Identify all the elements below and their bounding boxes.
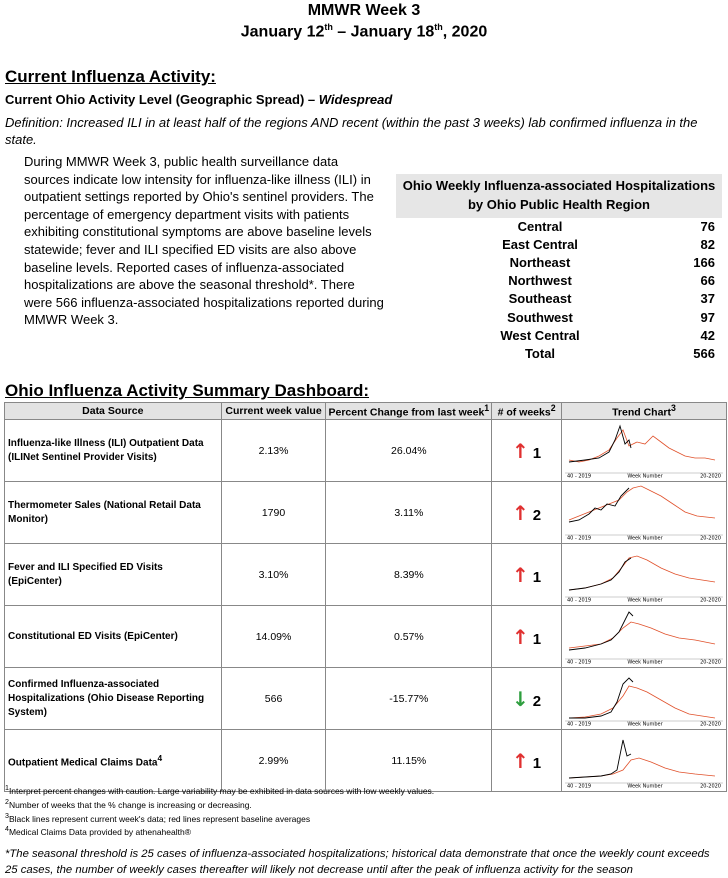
row-data-source [5, 606, 222, 668]
dashboard-footnotes [5, 783, 605, 838]
date-dash: – [332, 23, 351, 41]
row-data-source-label: Outpatient Medical Claims Data [8, 757, 158, 769]
row-weeks [492, 544, 562, 606]
dashboard-row [5, 606, 727, 668]
col-weeks-label: # of weeks [497, 406, 551, 419]
arrow-up-icon: ↑ [512, 500, 529, 525]
trend-label-start: 40 - 2019 [566, 659, 592, 664]
trend-current-line [569, 678, 633, 718]
col-percent-change [326, 403, 492, 420]
footnote [5, 783, 605, 797]
row-data-source-label: Influenza-like Illness (ILI) Outpatient Data (ILINet Sentinel Provider Visits) [8, 437, 204, 463]
trend-chart [565, 668, 723, 726]
trend-chart [565, 606, 723, 664]
trend-chart [565, 730, 723, 788]
row-trend-chart [561, 420, 726, 482]
row-current-value: 1790 [221, 482, 326, 544]
hospitalizations-title [396, 174, 722, 218]
footnote [5, 797, 605, 811]
report-title: MMWR Week 3 [307, 2, 421, 19]
dashboard-row [5, 668, 727, 730]
hospitalization-count: 76 [700, 219, 715, 234]
hospitalization-count: 566 [693, 345, 715, 361]
row-current-value: 2.99% [221, 730, 326, 792]
hospitalization-count: 97 [700, 309, 715, 325]
trend-chart [565, 482, 723, 540]
hospitalization-region: Northwest [508, 273, 572, 289]
row-percent-change: 26.04% [326, 420, 492, 482]
row-trend-chart [561, 606, 726, 668]
arrow-up-icon: ↑ [512, 562, 529, 587]
arrow-up-icon: ↑ [512, 438, 529, 463]
footnote-marker: 2 [5, 797, 9, 806]
col-trend-sup: 3 [671, 403, 676, 414]
trend-label-start: 40 - 2019 [566, 597, 592, 602]
footnote-marker: 1 [5, 784, 9, 792]
row-data-source [5, 420, 222, 482]
trend-current-line [569, 612, 633, 650]
col-trend-label: Trend Chart [612, 406, 672, 419]
dashboard-heading: Ohio Influenza Activity Summary Dashboard: [5, 381, 369, 400]
trend-label-end: 20-2020 [700, 597, 721, 602]
activity-definition: Definition: Increased ILI in at least half of the regions AND recent (within the past 3 weeks) lab confirmed influenza in the state. [5, 115, 698, 147]
hospitalization-count: 66 [700, 273, 715, 289]
surveillance-summary: During MMWR Week 3, public health surveillance data sources indicate low intensity for influenza-like illness (ILI) in outpatient settings reported by Ohio's sentinel providers. The percentage of emergency department visits with patients exhibiting constitutional symptoms are above baseline levels statewide; fever and ILI specified ED visits are also above baseline levels. Reported cases of influenza-associated hospitalizations are above the seasonal threshold*. There were 566 influenza-associated hospitalizations reported during MMWR Week 3. [24, 154, 384, 328]
trend-label-week-number: Week Number [627, 535, 663, 540]
row-weeks [492, 606, 562, 668]
trend-label-start: 40 - 2019 [566, 783, 592, 788]
trend-baseline-line [569, 758, 715, 778]
trend-label-end: 20-2020 [700, 659, 721, 664]
row-data-source-sup: 4 [157, 752, 163, 763]
trend-label-end: 20-2020 [700, 535, 721, 540]
trend-label-week-number: Week Number [627, 659, 663, 664]
trend-label-end: 20-2020 [700, 783, 721, 788]
activity-level [5, 92, 392, 107]
row-trend-chart [561, 482, 726, 544]
footnote-marker: 4 [5, 825, 9, 834]
hospitalization-region: Northeast [509, 255, 571, 271]
date-start: January 12 [240, 23, 325, 41]
row-weeks-count: 2 [532, 692, 542, 710]
row-weeks-count: 2 [532, 506, 542, 524]
hospitalization-region: Total [524, 345, 556, 361]
row-data-source-label: Thermometer Sales (National Retail Data Monitor) [8, 499, 201, 525]
dashboard-row [5, 544, 727, 606]
seasonal-threshold-note: *The seasonal threshold is 25 cases of influenza-associated hospitalizations; historical data demonstrate that once the weekly count exceeds 25 cases, the number of weekly cases thereafter will likely not decrease until after the peak of influenza activity for the season [5, 848, 710, 876]
dashboard-row [5, 482, 727, 544]
row-data-source [5, 668, 222, 730]
hospitalizations-title-line1: Ohio Weekly Influenza-associated Hospitalizations [402, 178, 716, 193]
footnote-text: Black lines represent current week's data; red lines represent baseline averages [8, 813, 311, 824]
arrow-up-icon: ↑ [512, 748, 529, 773]
hospitalization-region: Southeast [508, 291, 572, 307]
hospitalization-region: Southwest [507, 309, 573, 325]
trend-current-line [569, 740, 631, 778]
col-data-source: Data Source [5, 403, 222, 420]
activity-level-value: Widespread [318, 92, 393, 107]
row-data-source-label: Fever and ILI Specified ED Visits (EpiCenter) [8, 561, 163, 587]
row-weeks [492, 420, 562, 482]
trend-label-end: 20-2020 [700, 721, 721, 726]
trend-baseline-line [569, 622, 715, 648]
hospitalization-count: 82 [700, 237, 715, 253]
row-weeks-count: 1 [532, 754, 542, 772]
footnote-text: Medical Claims Data provided by athenahealth® [8, 827, 191, 838]
col-percent-change-sup: 1 [484, 403, 490, 414]
footnote-marker: 3 [5, 811, 9, 820]
row-data-source [5, 544, 222, 606]
col-current-week: Current week value [221, 403, 326, 420]
row-weeks-count: 1 [532, 630, 542, 648]
trend-baseline-line [569, 556, 715, 590]
dashboard-table [4, 402, 727, 792]
footnote-text: Number of weeks that the % change is increasing or decreasing. [8, 799, 252, 810]
row-current-value: 2.13% [221, 420, 326, 482]
dashboard-row [5, 420, 727, 482]
row-percent-change: 3.11% [326, 482, 492, 544]
hospitalization-region: West Central [500, 327, 580, 343]
date-end: January 18 [350, 23, 435, 41]
trend-baseline-line [569, 686, 715, 718]
row-weeks-count: 1 [532, 444, 542, 462]
row-weeks [492, 668, 562, 730]
row-percent-change: 8.39% [326, 544, 492, 606]
col-trend-chart [561, 403, 726, 420]
dashboard-header-row [5, 403, 727, 420]
trend-current-line [569, 426, 631, 462]
report-date-range [0, 22, 728, 41]
trend-current-line [569, 488, 629, 522]
row-current-value: 3.10% [221, 544, 326, 606]
trend-label-end: 20-2020 [700, 473, 721, 478]
row-percent-change: 11.15% [326, 730, 492, 792]
hospitalization-count: 42 [700, 327, 715, 343]
trend-label-week-number: Week Number [627, 783, 663, 788]
footnote-text: Interpret percent changes with caution. Large variability may be exhibited in data sources with low weekly values. [8, 785, 435, 796]
row-data-source-label: Constitutional ED Visits (EpiCenter) [8, 630, 178, 642]
trend-label-week-number: Week Number [627, 473, 663, 478]
trend-label-start: 40 - 2019 [566, 721, 592, 726]
arrow-up-icon: ↑ [512, 624, 529, 649]
row-percent-change: 0.57% [326, 606, 492, 668]
footnote [5, 811, 605, 825]
col-weeks-sup: 2 [550, 403, 556, 414]
row-current-value: 566 [221, 668, 326, 730]
col-percent-change-label: Percent Change from last week [328, 406, 485, 419]
arrow-down-icon: ↓ [512, 686, 529, 711]
hospitalization-count: 37 [700, 291, 715, 307]
trend-label-start: 40 - 2019 [566, 535, 592, 540]
footnote [5, 824, 605, 838]
trend-baseline-line [569, 430, 715, 462]
trend-label-start: 40 - 2019 [566, 473, 592, 478]
date-start-suffix: th [324, 22, 333, 32]
date-end-suffix: th [434, 22, 443, 32]
trend-label-week-number: Week Number [627, 721, 663, 726]
row-weeks-count: 1 [532, 568, 542, 586]
hospitalization-count: 166 [693, 255, 715, 271]
row-percent-change: -15.77% [326, 668, 492, 730]
trend-current-line [569, 558, 631, 590]
date-year: , 2020 [442, 23, 488, 41]
row-data-source-label: Confirmed Influenza-associated Hospitalizations (Ohio Disease Reporting System) [8, 678, 205, 718]
current-activity-heading: Current Influenza Activity: [5, 67, 216, 86]
row-trend-chart [561, 668, 726, 730]
trend-chart [565, 420, 723, 478]
activity-level-label: Current Ohio Activity Level (Geographic Spread) – [5, 92, 319, 107]
col-weeks [492, 403, 562, 420]
row-trend-chart [561, 544, 726, 606]
trend-label-week-number: Week Number [627, 597, 663, 602]
row-current-value: 14.09% [221, 606, 326, 668]
trend-chart [565, 544, 723, 602]
hospitalization-region: Central [517, 219, 563, 234]
hospitalization-region: East Central [502, 237, 578, 253]
row-weeks [492, 482, 562, 544]
hospitalizations-title-line2: by Ohio Public Health Region [467, 197, 650, 212]
trend-baseline-line [569, 486, 715, 520]
row-data-source [5, 482, 222, 544]
